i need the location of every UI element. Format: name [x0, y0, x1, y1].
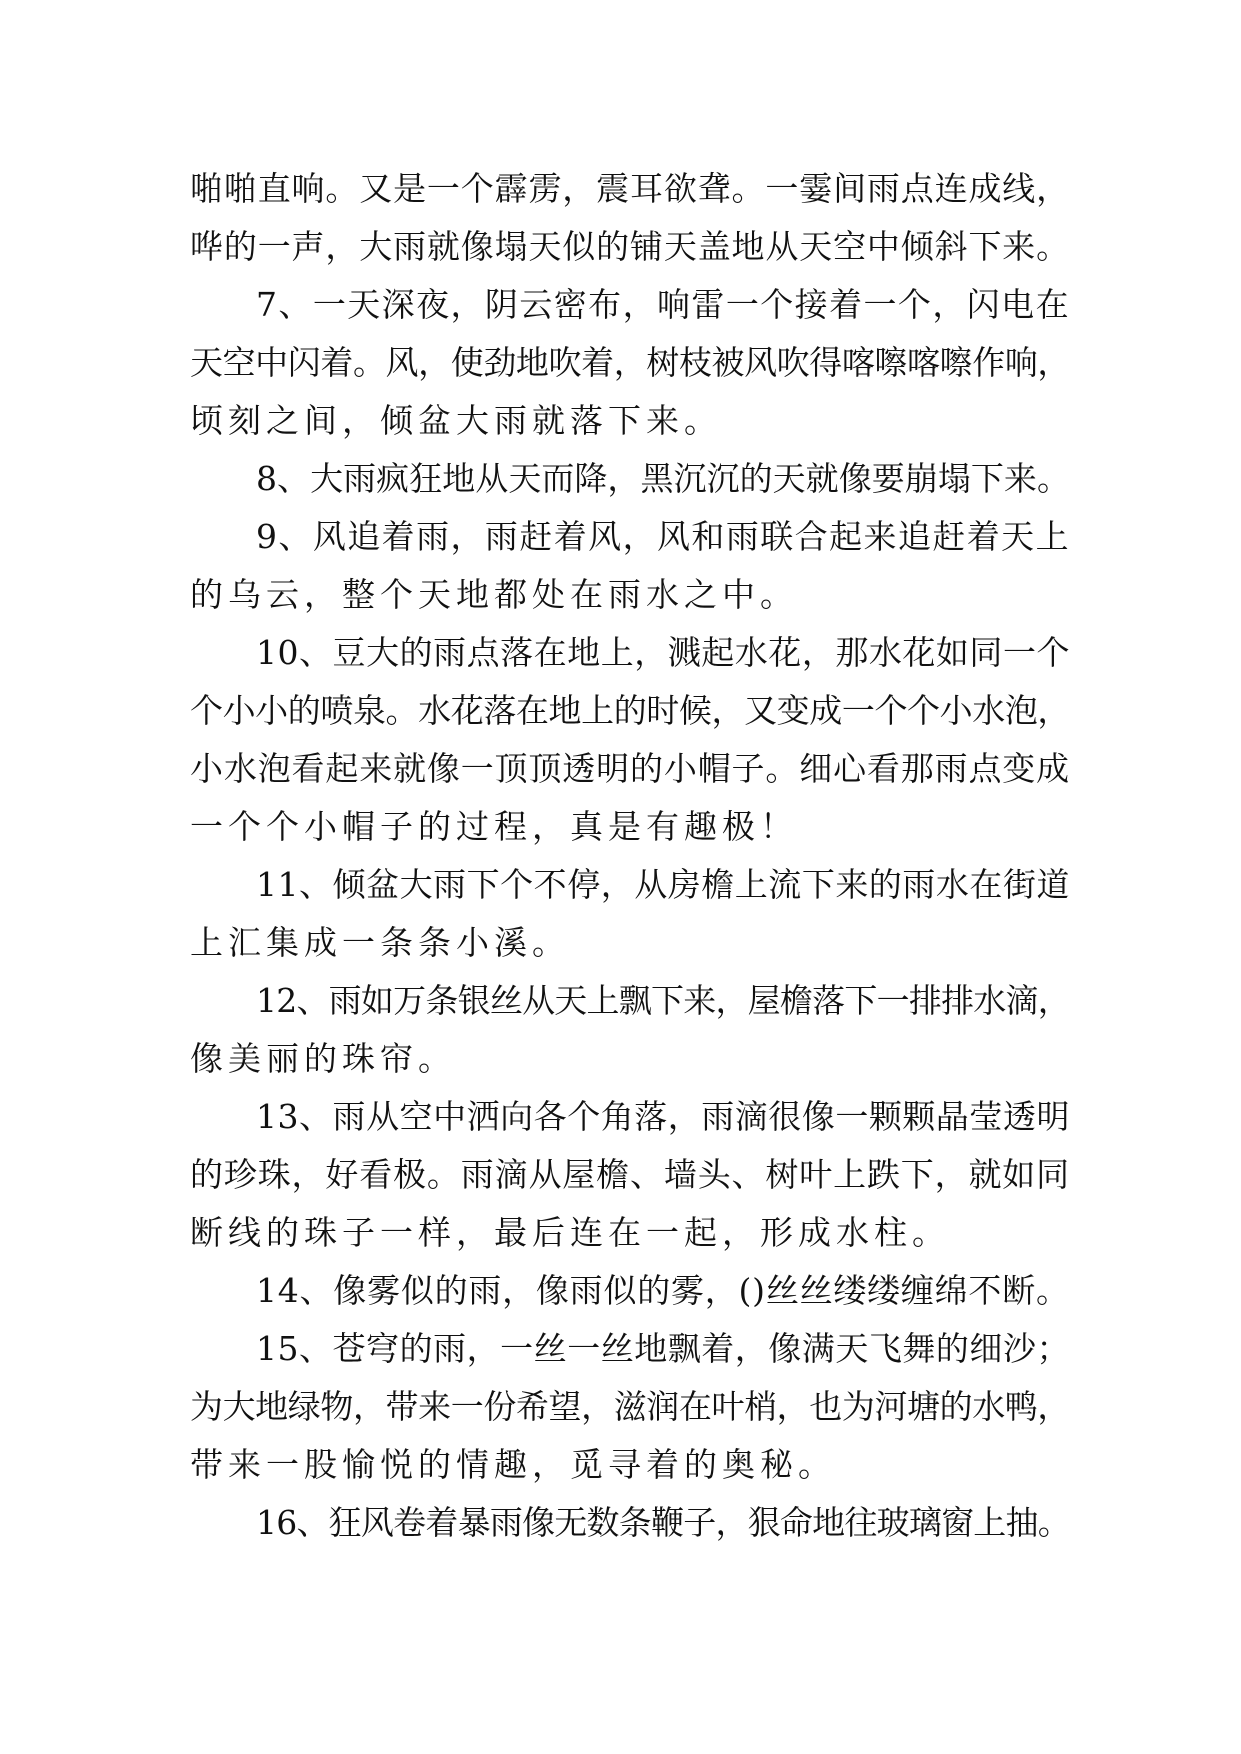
- text-line: 为大地绿物，带来一份希望，滋润在叶梢，也为河塘的水鸭，: [190, 1387, 1071, 1426]
- text-line: 9、风追着雨，雨赶着风，风和雨联合起来追赶着天上: [256, 517, 1070, 556]
- text-line: 断线的珠子一样，最后连在一起，形成水柱。: [190, 1213, 950, 1252]
- text-line: 上汇集成一条条小溪。: [190, 923, 570, 962]
- text-line: 15、苍穹的雨，一丝一丝地飘着，像满天飞舞的细沙；: [256, 1329, 1070, 1368]
- text-line: 顷刻之间，倾盆大雨就落下来。: [190, 401, 722, 440]
- text-line: 14、像雾似的雨，像雨似的雾，()丝丝缕缕缠绵不断。: [256, 1271, 1070, 1310]
- text-line: 一个个小帽子的过程，真是有趣极！: [190, 807, 798, 846]
- document-body: [190, 160, 1070, 1552]
- text-line: 12、雨如万条银丝从天上飘下来，屋檐落下一排排水滴，: [256, 981, 1070, 1020]
- text-line: 的珍珠，好看极。雨滴从屋檐、墙头、树叶上跌下，就如同: [190, 1155, 1070, 1194]
- text-line: 带来一股愉悦的情趣，觅寻着的奥秘。: [190, 1445, 836, 1484]
- text-line: 个小小的喷泉。水花落在地上的时候，又变成一个个小水泡，: [190, 691, 1071, 730]
- text-line: 像美丽的珠帘。: [190, 1039, 456, 1078]
- text-line: 13、雨从空中洒向各个角落，雨滴很像一颗颗晶莹透明: [256, 1097, 1070, 1136]
- text-line: 7、一天深夜，阴云密布，响雷一个接着一个，闪电在: [256, 285, 1070, 324]
- text-line: 哗的一声，大雨就像塌天似的铺天盖地从天空中倾斜下来。: [190, 227, 1070, 266]
- text-line: 啪啪直响。又是一个霹雳，震耳欲聋。一霎间雨点连成线，: [190, 169, 1070, 208]
- text-line: 16、狂风卷着暴雨像无数条鞭子，狠命地往玻璃窗上抽。: [256, 1503, 1070, 1542]
- text-line: 的乌云，整个天地都处在雨水之中。: [190, 575, 798, 614]
- text-line: 小水泡看起来就像一顶顶透明的小帽子。细心看那雨点变成: [190, 749, 1070, 788]
- text-line: 10、豆大的雨点落在地上，溅起水花，那水花如同一个: [256, 633, 1070, 672]
- text-line: 11、倾盆大雨下个不停，从房檐上流下来的雨水在街道: [256, 865, 1070, 904]
- text-line: 天空中闪着。风，使劲地吹着，树枝被风吹得喀嚓喀嚓作响，: [190, 343, 1071, 382]
- text-line: 8、大雨疯狂地从天而降，黑沉沉的天就像要崩塌下来。: [256, 459, 1070, 498]
